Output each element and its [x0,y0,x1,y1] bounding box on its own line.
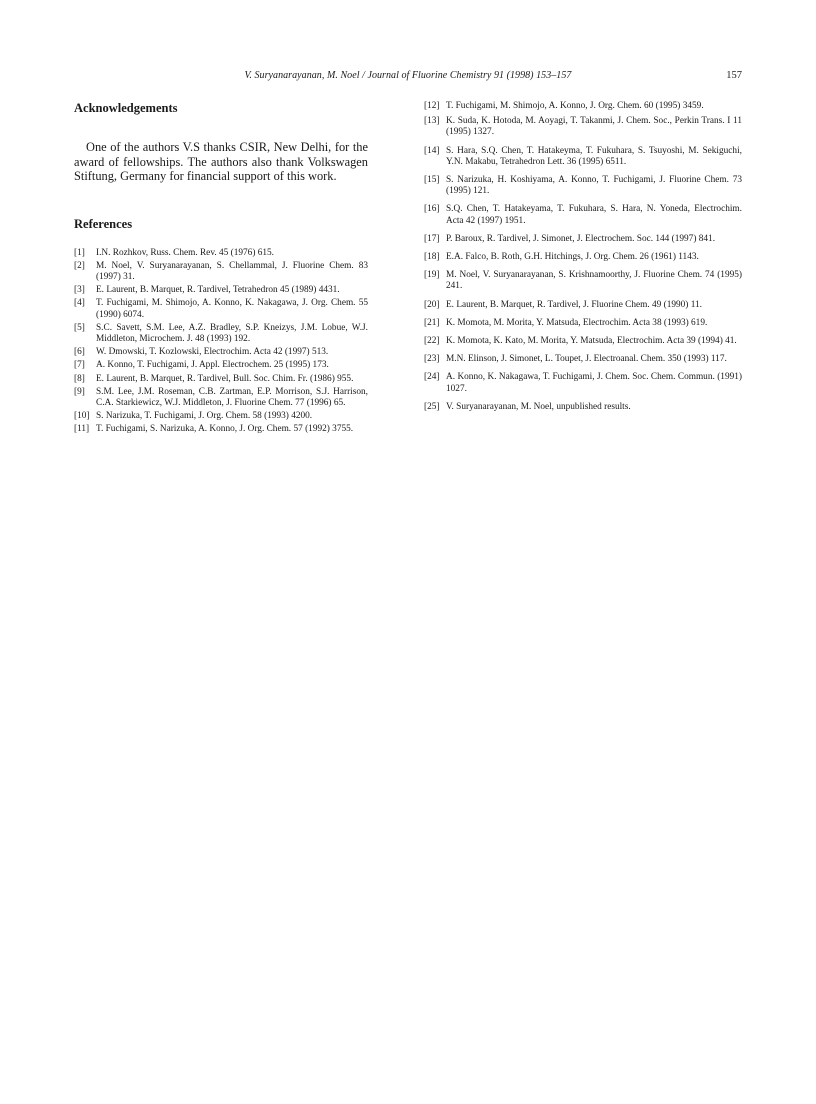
reference-number: [11] [74,424,90,435]
reference-text: M.N. Elinson, J. Simonet, L. Toupet, J. Electroanal. Chem. 350 (1993) 117. [446,354,727,365]
reference-number: [12] [424,101,440,111]
reference-text: P. Baroux, R. Tardivel, J. Simonet, J. Electrochem. Soc. 144 (1997) 841. [446,233,716,244]
references-heading: References [74,216,133,231]
reference-item [424,101,742,112]
reference-text: T. Fuchigami, M. Shimojo, A. Konno, J. Org. Chem. 60 (1995) 3459. [446,101,704,111]
reference-number: [6] [74,347,85,358]
reference-item [424,300,742,311]
reference-number: [24] [424,372,440,383]
reference-item [424,116,742,138]
reference-text: M. Noel, V. Suryanarayanan, S. Krishnamoorthy, J. Fluorine Chem. 74 (1995) 241. [446,270,742,292]
reference-text: S.C. Savett, S.M. Lee, A.Z. Bradley, S.P. Kneizys, J.M. Lobue, W.J. Middleton, Microchem. J. 48 (1993) 192. [96,322,368,344]
reference-number: [2] [74,260,85,271]
reference-text: K. Suda, K. Hotoda, M. Aoyagi, T. Takanmi, J. Chem. Soc., Perkin Trans. I 11 (1995) 1327. [446,116,742,138]
reference-item [74,248,368,259]
reference-item [424,234,742,245]
acknowledgements-heading: Acknowledgements [74,101,178,115]
reference-text: M. Noel, V. Suryanarayanan, S. Chellammal, J. Fluorine Chem. 83 (1997) 31. [96,260,368,282]
reference-item [74,374,368,385]
reference-item [424,175,742,197]
reference-text: E. Laurent, B. Marquet, R. Tardivel, J. Fluorine Chem. 49 (1990) 11. [446,299,703,310]
reference-number: [8] [74,373,85,384]
reference-text: K. Momota, K. Kato, M. Morita, Y. Matsuda, Electrochim. Acta 39 (1994) 41. [446,336,737,347]
reference-item [424,402,742,413]
reference-number: [9] [74,386,85,397]
reference-number: [19] [424,270,440,281]
reference-item [74,424,368,435]
reference-item [74,360,368,371]
acknowledgements-text: One of the authors V.S thanks CSIR, New Delhi, for the award of fellowships. The authors also thank Volkswagen Stiftung, Germany for financial support of this work. [74,140,368,183]
page-number: 157 [726,70,742,81]
reference-item [424,354,742,365]
reference-text: E. Laurent, B. Marquet, R. Tardivel, Bull. Soc. Chim. Fr. (1986) 955. [96,373,354,384]
reference-text: T. Fuchigami, S. Narizuka, A. Konno, J. Org. Chem. 57 (1992) 3755. [96,424,354,435]
reference-text: S. Hara, S.Q. Chen, T. Hatakeyma, T. Fukuhara, S. Tsuyoshi, M. Sekiguchi, Y.N. Makabu, Tetrahedron Lett. 36 (1995) 6511. [446,145,742,167]
reference-number: [10] [74,411,90,422]
reference-item [74,411,368,422]
reference-text: E.A. Falco, B. Roth, G.H. Hitchings, J. Org. Chem. 26 (1961) 1143. [446,252,699,263]
reference-text: S. Narizuka, H. Koshiyama, A. Konno, T. Fuchigami, J. Fluorine Chem. 73 (1995) 121. [446,175,742,197]
reference-item [74,298,368,320]
reference-item [74,261,368,283]
reference-text: I.N. Rozhkov, Russ. Chem. Rev. 45 (1976) 615. [96,247,275,258]
reference-number: [15] [424,175,440,186]
right-column [424,101,742,413]
reference-item [74,285,368,296]
reference-text: W. Dmowski, T. Kozlowski, Electrochim. Acta 42 (1997) 513. [96,347,329,358]
reference-text: A. Konno, T. Fuchigami, J. Appl. Electrochem. 25 (1995) 173. [96,360,329,371]
reference-number: [17] [424,233,440,244]
reference-item [424,372,742,394]
reference-number: [1] [74,247,85,258]
reference-list-left [74,248,368,436]
reference-item [74,323,368,345]
reference-list-right [424,101,742,413]
reference-item [424,270,742,292]
reference-number: [4] [74,298,85,309]
reference-number: [13] [424,116,440,127]
reference-item [74,387,368,409]
reference-text: S.M. Lee, J.M. Roseman, C.B. Zartman, E.P. Morrison, S.J. Harrison, C.A. Starkiewicz, W.J. Middleton, J. Fluorine Chem. 77 (1996) 65. [96,386,368,408]
reference-item [424,336,742,347]
reference-text: K. Momota, M. Morita, Y. Matsuda, Electrochim. Acta 38 (1993) 619. [446,317,708,328]
reference-number: [3] [74,285,85,296]
reference-text: V. Suryanarayanan, M. Noel, unpublished results. [446,401,631,412]
reference-text: S.Q. Chen, T. Hatakeyama, T. Fukuhara, S. Hara, N. Yoneda, Electrochim. Acta 42 (1997) 1951. [446,204,742,226]
reference-item [424,318,742,329]
running-title: V. Suryanarayanan, M. Noel / Journal of Fluorine Chemistry 91 (1998) 153–157 [244,70,572,81]
reference-number: [21] [424,317,440,328]
reference-number: [22] [424,336,440,347]
running-header [74,70,742,84]
reference-number: [7] [74,360,85,371]
reference-number: [16] [424,204,440,215]
reference-item [424,146,742,168]
reference-number: [23] [424,354,440,365]
reference-number: [14] [424,145,440,156]
reference-item [424,204,742,226]
reference-number: [20] [424,299,440,310]
reference-text: A. Konno, K. Nakagawa, T. Fuchigami, J. Chem. Soc. Chem. Commun. (1991) 1027. [446,372,742,394]
reference-number: [5] [74,322,85,333]
reference-text: S. Narizuka, T. Fuchigami, J. Org. Chem. 58 (1993) 4200. [96,411,313,422]
reference-number: [25] [424,401,440,412]
reference-item [424,252,742,263]
reference-text: E. Laurent, B. Marquet, R. Tardivel, Tetrahedron 45 (1989) 4431. [96,285,340,296]
left-column [74,101,368,436]
reference-item [74,347,368,358]
reference-text: T. Fuchigami, M. Shimojo, A. Konno, K. Nakagawa, J. Org. Chem. 55 (1990) 6074. [96,298,368,320]
reference-number: [18] [424,252,440,263]
